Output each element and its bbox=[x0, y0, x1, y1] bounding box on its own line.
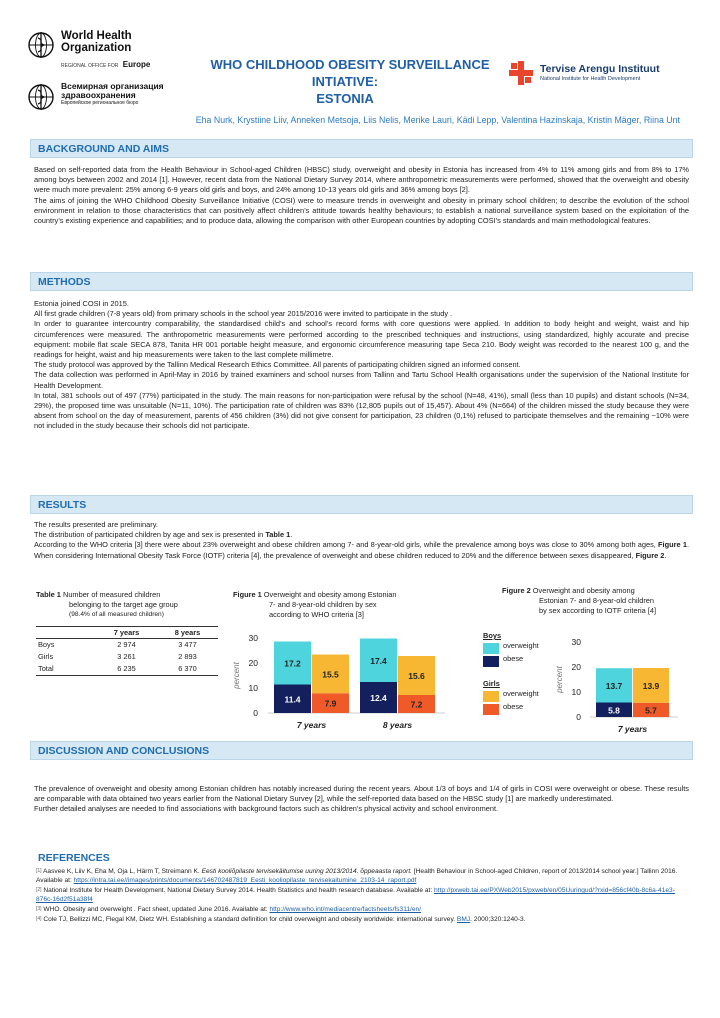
table-1-cap-line2: belonging to the target age group bbox=[69, 600, 178, 609]
legend-item-girls-obese bbox=[483, 702, 539, 715]
results-p1: The results presented are preliminary. bbox=[34, 520, 158, 529]
results-p3-end: . bbox=[664, 550, 667, 560]
legend-girls-heading: Girls bbox=[483, 679, 500, 688]
tai-subtitle: National Institute for Health Development bbox=[540, 76, 641, 82]
reference-number: [4] bbox=[36, 916, 42, 922]
who-logo bbox=[26, 30, 166, 112]
figure-1-label: Figure 1 bbox=[233, 590, 262, 599]
who-regional: REGIONAL OFFICE FOR bbox=[61, 63, 119, 69]
legend-label: overweight bbox=[503, 641, 539, 650]
reference-text: [Health Behaviour in School-aged Children, report of 2013/2014 school year.] Tallinn 2016. Available at: bbox=[36, 868, 678, 884]
results-heading: RESULTS bbox=[38, 499, 87, 511]
figure-1-caption bbox=[233, 590, 463, 620]
reference-text: . 2000;320:1240-3. bbox=[470, 916, 526, 923]
figure-1-cap-line1: Overweight and obesity among Estonian bbox=[261, 590, 397, 599]
title-line-2: INTIATIVE: bbox=[311, 74, 379, 89]
reference-link[interactable]: http://www.who.int/mediacentre/factsheets/fs311/en/ bbox=[269, 906, 422, 913]
results-table-ref: Table 1 bbox=[265, 530, 291, 540]
data-label: 13.9 bbox=[642, 680, 660, 691]
y-tick-label: 30 bbox=[248, 633, 258, 643]
section-header-background bbox=[30, 139, 693, 158]
poster-title bbox=[150, 56, 540, 107]
legend-item-boys-obese bbox=[483, 654, 539, 667]
results-p3-text-c: . When considering International Obesity Task Force (IOTF) criteria [4], the prevalence of overweight and obese children reduced to 20% and the difference between sexes disappeared, bbox=[34, 540, 689, 560]
data-label: 17.4 bbox=[370, 655, 387, 666]
figure-2-cap-line2: Estonian 7- and 8-year-old children bbox=[539, 596, 655, 605]
tai-cross-icon bbox=[508, 60, 534, 86]
section-header-discussion bbox=[30, 741, 693, 760]
table-1-cap-line3: (98.4% of all measured children) bbox=[69, 611, 164, 618]
reference-text: Cole TJ, Bellizzi MC, Flegal KM, Dietz WH. Establishing a standard definition for child overweight and obesity worldwide: international survey. bbox=[43, 916, 457, 923]
table-header bbox=[36, 627, 96, 639]
x-category-label: 7 years bbox=[296, 720, 327, 730]
figure-1-chart bbox=[230, 628, 460, 740]
reference-title: Eesti kooliõpilaste tervisekäitumise uuring 2013/2014. õppeaasta raport. bbox=[201, 868, 412, 875]
results-p2-end: . bbox=[290, 530, 293, 540]
reference-text: Aasvee K, Liiv K, Eha M, Oja L, Härm T, Streimann K. bbox=[43, 868, 202, 875]
data-label: 15.5 bbox=[322, 669, 339, 680]
reference-link[interactable]: https://intra.tai.ee//images/prints/documents/146702487819_Eesti_kooliopilaste_tervisekaitumine_2103-14_raport.pdf bbox=[73, 877, 417, 884]
results-fig2-ref: Figure 2 bbox=[635, 550, 665, 560]
background-p1: Based on self-reported data from the Health Behaviour in School-aged Children (HBSC) study, overweight and obesity in Estonia has increased from 4% to 11% among girls and from 8% to 17% among boys between 2002 and 2014 [1]. However, recent data from the National Dietary Survey 2014, where anthropometric measurements were performed, showed that the overweight and obesity were much more prevalent: 25% among 6-9 years old girls and boys, and 24% among 10-13 years old girls and 36% among boys [2]. bbox=[34, 165, 689, 195]
table-cell: 6 370 bbox=[157, 663, 218, 676]
data-label: 11.4 bbox=[284, 694, 301, 705]
table-1 bbox=[36, 590, 226, 676]
y-tick-label: 10 bbox=[248, 683, 258, 693]
table-row bbox=[36, 639, 218, 652]
discussion-heading: DISCUSSION AND CONCLUSIONS bbox=[38, 745, 210, 757]
reference-item bbox=[36, 915, 686, 924]
y-axis-label: percent bbox=[232, 662, 241, 689]
table-header: 8 years bbox=[157, 627, 218, 639]
table-cell: 6 235 bbox=[96, 663, 157, 676]
figure-1-cap-line3: according to WHO criteria [3] bbox=[269, 610, 364, 619]
results-p3-text-a: According to the WHO criteria [3] there were about 23% overweight and obese children among 7- and 8-year-old girls, while the prevalence among boys was close to 30% among both ages, bbox=[34, 540, 659, 550]
figure-2-chart bbox=[548, 632, 688, 740]
discussion-body bbox=[34, 784, 689, 815]
references-heading: REFERENCES bbox=[38, 852, 110, 864]
references-list bbox=[36, 867, 686, 925]
methods-p3: In order to guarantee intercountry comparability, the standardised child’s and school’s record forms with core questions were applied. In addition to body height and weight, waist and hip circumferences were measured. The anthropometric measurements were performed according to the prescribed techniques and instructions, using standardized, highly accurate and precise equipment: mobile flat scale SECA 878, Tanita HR 001 portable height measure, and ergonomic circumference measuring tape Seca 210. Body weight was recorded to the nearest 100 g, and the readings for height, waist and hip measurements were taken to the last complete millimetre. bbox=[34, 319, 689, 360]
methods-body bbox=[34, 299, 689, 432]
who-ru-2: здравоохранения bbox=[61, 90, 136, 100]
table-row bbox=[36, 663, 218, 676]
figure-2-caption bbox=[502, 586, 692, 616]
data-label: 17.2 bbox=[284, 658, 301, 669]
legend-item-boys-overweight bbox=[483, 641, 539, 654]
methods-p5: The data collection was performed in April-May in 2016 by trained examiners and school nurses from Tallinn and Tartu School Health organisations under the supervision of the National Institute for Health Development. bbox=[34, 370, 689, 390]
data-label: 5.7 bbox=[645, 705, 657, 716]
chart-legend bbox=[483, 631, 539, 715]
table-cell: Girls bbox=[38, 652, 54, 661]
reference-item bbox=[36, 905, 686, 914]
who-emblem-icon bbox=[26, 30, 56, 60]
results-body bbox=[34, 520, 689, 561]
table-1-caption bbox=[36, 590, 226, 620]
who-name-1: World Health bbox=[61, 30, 132, 42]
results-p3 bbox=[34, 540, 689, 560]
table-1-cap-line1: Number of measured children bbox=[60, 590, 161, 599]
table-cell: Total bbox=[36, 663, 96, 676]
legend-label: overweight bbox=[503, 689, 539, 698]
table-cell: 2 974 bbox=[117, 640, 136, 649]
title-line-1: WHO CHILDHOOD OBESITY SURVEILLANCE bbox=[210, 57, 490, 72]
figure-2-cap-line3: by sex according to IOTF criteria [4] bbox=[539, 606, 657, 615]
who-ru-1: Всемирная организация bbox=[61, 81, 164, 91]
reference-number: [1] bbox=[36, 868, 42, 874]
reference-item bbox=[36, 886, 686, 904]
figure-2-label: Figure 2 bbox=[502, 586, 531, 595]
figure-2-cap-line1: Overweight and obesity among bbox=[530, 586, 635, 595]
x-category-label: 7 years bbox=[617, 724, 648, 734]
legend-swatch bbox=[483, 704, 499, 715]
table-cell: 3 477 bbox=[178, 640, 197, 649]
legend-swatch bbox=[483, 691, 499, 702]
reference-link[interactable]: BMJ bbox=[456, 916, 471, 923]
y-tick-label: 10 bbox=[571, 687, 581, 697]
legend-boys-heading: Boys bbox=[483, 631, 502, 640]
who-emblem-ru-icon bbox=[26, 82, 56, 112]
table-cell: 3 261 bbox=[117, 652, 136, 661]
y-tick-label: 20 bbox=[571, 662, 581, 672]
data-label: 12.4 bbox=[370, 693, 387, 703]
x-category-label: 8 years bbox=[382, 720, 413, 730]
section-header-results bbox=[30, 495, 693, 514]
legend-label: obese bbox=[503, 702, 524, 711]
background-p2: The aims of joining the WHO Childhood Obesity Surveillance Initiative (COSI) were to measure trends in overweight and obesity in primary school children; to describe the evolution of the school environment in relation to those characteristics that can positively affect children’s attitude towards healthy behaviours; to establish a national surveillance system based on the exploitation of the country’s existing experience and capabilities; and to produce data, allowing the comparison with other European countries by adopting COSI’s standards and main methodological features. bbox=[34, 195, 689, 226]
table-1-grid bbox=[36, 626, 218, 676]
tai-name: Tervise Arengu Instituut bbox=[540, 63, 660, 75]
data-label: 7.2 bbox=[410, 699, 423, 710]
data-label: 7.9 bbox=[324, 698, 337, 709]
results-fig1-ref: Figure 1 bbox=[658, 540, 687, 550]
legend-swatch bbox=[483, 656, 499, 667]
methods-p4: The study protocol was approved by the Tallinn Medical Research Ethics Committee. All parents of participating children signed an informed consent. bbox=[34, 360, 521, 370]
methods-heading: METHODS bbox=[38, 276, 91, 288]
data-label: 15.6 bbox=[408, 671, 425, 681]
title-line-3: ESTONIA bbox=[316, 91, 374, 106]
reference-item bbox=[36, 867, 686, 885]
y-tick-label: 0 bbox=[576, 712, 581, 722]
methods-p6: In total, 381 schools out of 497 (77%) participated in the study. The main reasons for non-participation were refusal by the school (N=48, 41%), small (less than 10 pupils) and distant schools (N=34, 29%), the proposed time was unsuitable (N=11, 10%). The participation rate of children was 83% (12,805 pupils out of 15,457). About 4% (N=664) of the children missed the study because they were absent from school on the day of measurement, parents of 456 children (3%) did not give consent for participation, 23 children (0,1%) refused to participate themselves and the remaining ~10% were not included in the study because their schools did not participate. bbox=[34, 390, 689, 431]
legend-item-girls-overweight bbox=[483, 689, 539, 702]
legend-swatch bbox=[483, 643, 499, 654]
reference-number: [2] bbox=[36, 887, 42, 893]
discussion-p2: Further detailed analyses are needed to find associations with background factors such as children’s physical activity and school environment. bbox=[34, 804, 499, 814]
reference-number: [3] bbox=[36, 906, 42, 912]
reference-link[interactable]: http://pxweb.tai.ee/PXWeb2015/pxweb/en/05Uuringud/?rxid=856cf40b-8c6a-41e3-876c-16d2f51a38f4 bbox=[36, 887, 675, 903]
results-p2-text: The distribution of participated children by age and sex is presented in bbox=[34, 530, 266, 540]
figure-1-cap-line2: 7- and 8-year-old children by sex bbox=[269, 600, 377, 609]
table-row bbox=[36, 651, 218, 663]
y-axis-label: percent bbox=[555, 666, 564, 693]
legend-label: obese bbox=[503, 654, 524, 663]
data-label: 5.8 bbox=[608, 705, 620, 716]
background-heading: BACKGROUND AND AIMS bbox=[38, 143, 170, 155]
tai-logo bbox=[508, 60, 698, 86]
who-name-2: Organization bbox=[61, 42, 132, 54]
data-label: 13.7 bbox=[605, 680, 623, 691]
y-tick-label: 20 bbox=[248, 658, 258, 668]
table-header: 7 years bbox=[96, 627, 157, 639]
reference-text: WHO. Obesity and overweight . Fact sheet, updated June 2016. Available at: bbox=[43, 906, 270, 913]
y-tick-label: 30 bbox=[571, 637, 581, 647]
table-cell: Boys bbox=[38, 640, 55, 649]
discussion-p1: The prevalence of overweight and obesity among Estonian children has notably increased during the recent years. About 1/3 of boys and 1/4 of girls in COSI were overweight or obese. These results are comparable with data obtained two years earlier from the National Dietary Survey [2], while the self-reported data based on the HBSC study [1] are markedly underestimated. bbox=[34, 784, 689, 804]
table-cell: 2 893 bbox=[178, 652, 197, 661]
reference-text: National Institute for Health Development. National Dietary Survey 2014. Health Statistics and health research database. Available at: bbox=[43, 887, 435, 894]
who-region: Europe bbox=[122, 60, 151, 69]
methods-p1: Estonia joined COSI in 2015. bbox=[34, 299, 129, 308]
section-header-methods bbox=[30, 272, 693, 291]
y-tick-label: 0 bbox=[253, 708, 258, 718]
who-ru-region: Европейское региональное бюро bbox=[61, 100, 139, 106]
results-p2 bbox=[34, 530, 689, 540]
background-body bbox=[34, 165, 689, 226]
table-1-label: Table 1 bbox=[36, 590, 61, 599]
authors: Eha Nurk, Krystiine Liiv, Anneken Metsoja, Liis Nelis, Merike Lauri, Kädi Lepp, Valentina Hazinskaja, Kristin Mäger, Riina Unt bbox=[195, 115, 680, 125]
methods-p2: All first grade children (7-8 years old) from primary schools in the school year 2015/2016 were invited to participate in the study . bbox=[34, 309, 453, 319]
